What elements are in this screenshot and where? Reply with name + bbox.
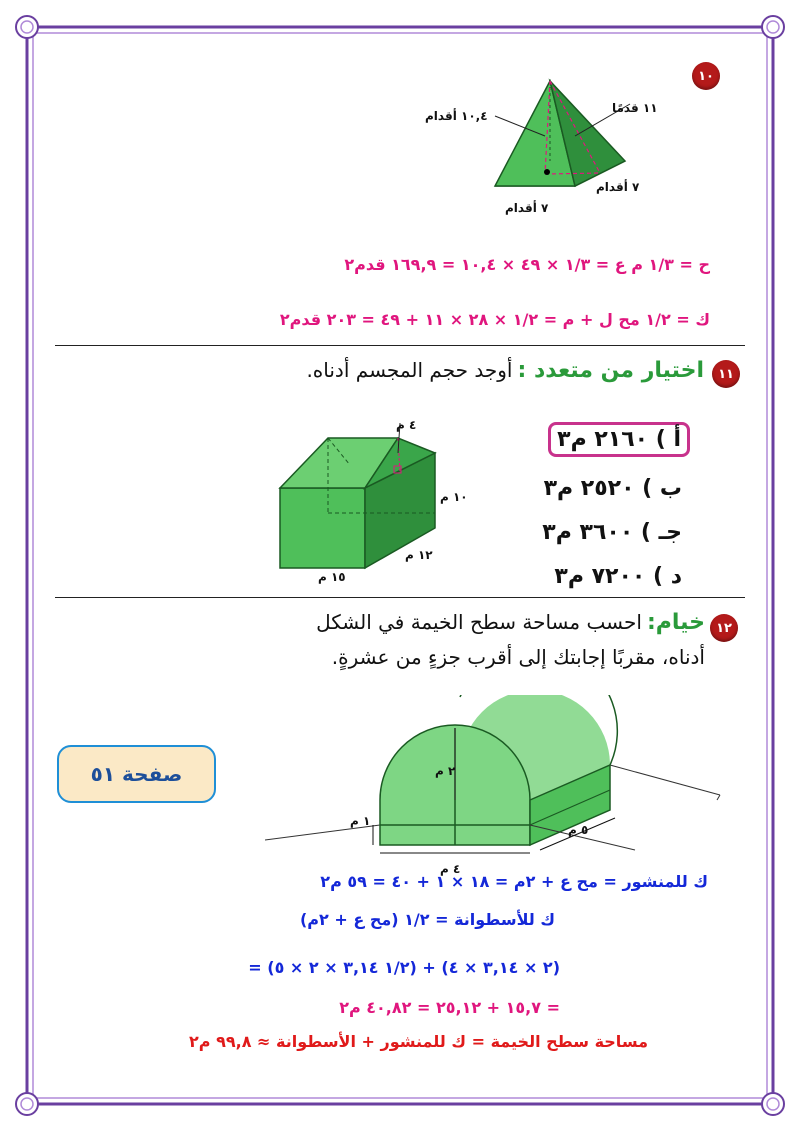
problem-12-prompt-1: احسب مساحة سطح الخيمة في الشكل (316, 610, 642, 634)
wall-height-label: ١ م (350, 814, 371, 828)
problem-11-prompt: أوجد حجم المجسم أدناه. (306, 358, 513, 382)
problem-11-number: ١١ (712, 360, 740, 388)
choice-c[interactable]: جـ ) ٣٦٠٠ م٣ (542, 520, 682, 545)
problem-12-prompt-2: أدناه، مقربًا إجابتك إلى أقرب جزءٍ من عشرةٍ. (331, 645, 705, 669)
page-reference: صفحة ٥١ (57, 745, 216, 803)
depth-label: ١٢ م (405, 548, 433, 562)
cylinder-result-line: = ١٥,٧ + ٢٥,١٢ = ٤٠,٨٢ م٢ (339, 998, 560, 1017)
surface-equation: ك = ١/٢ مح ل + م = ١/٢ × ٢٨ × ١١ + ٤٩ = ٢٠٣ قدم٢ (279, 310, 710, 329)
base-side-label: ٧ أقدام (596, 180, 640, 194)
problem-12-number: ١٢ (710, 614, 738, 642)
tent-width-label: ٤ م (440, 862, 461, 876)
lateral-label: ١١ قدمًا (612, 101, 658, 115)
cylinder-calc-line: = (١/٢ ٣,١٤ × ٢ × ٥) + (٢ × ٣,١٤ × ٤) (248, 958, 560, 977)
total-area-line: مساحة سطح الخيمة = ك للمنشور + الأسطوانة ≈ ٩٩,٨ م٢ (189, 1032, 648, 1051)
top-label: ٤ م (396, 418, 417, 432)
pyramid-figure (490, 76, 650, 196)
divider-2 (55, 597, 745, 598)
tent-length-label: ٥ م (568, 823, 589, 837)
problem-11-header (306, 358, 704, 383)
divider-1 (55, 345, 745, 346)
cylinder-formula-line: ك للأسطوانة = ١/٢ (مح ع + ٢م) (299, 910, 555, 929)
problem-10-number: ١٠ (692, 62, 720, 90)
arc-height-label: ٢ م (435, 764, 456, 778)
choice-a[interactable]: أ ) ٢١٦٠ م٣ (548, 422, 690, 457)
tent-figure (265, 695, 725, 865)
problem-11-title: اختيار من متعدد : (517, 358, 704, 383)
choice-d[interactable]: د ) ٧٢٠٠ م٣ (554, 564, 682, 589)
choice-b[interactable]: ب ) ٢٥٢٠ م٣ (543, 476, 682, 501)
prism-area-line: ك للمنشور = مح ع + ٢م = ١٨ × ١ + ٤٠ = ٥٩ م٢ (320, 872, 708, 891)
height-label: ١٠ م (440, 490, 468, 504)
slant-label: ١٠,٤ أقدام (425, 109, 488, 123)
problem-12-title: خيام: (646, 610, 705, 635)
width-label: ١٥ م (318, 570, 346, 584)
problem-12-header (316, 610, 705, 635)
volume-equation: ح = ١/٣ م ع = ١/٣ × ٤٩ × ١٠,٤ = ١٦٩,٩ قدم٢ (344, 255, 710, 274)
base-front-label: ٧ أقدام (505, 201, 549, 215)
